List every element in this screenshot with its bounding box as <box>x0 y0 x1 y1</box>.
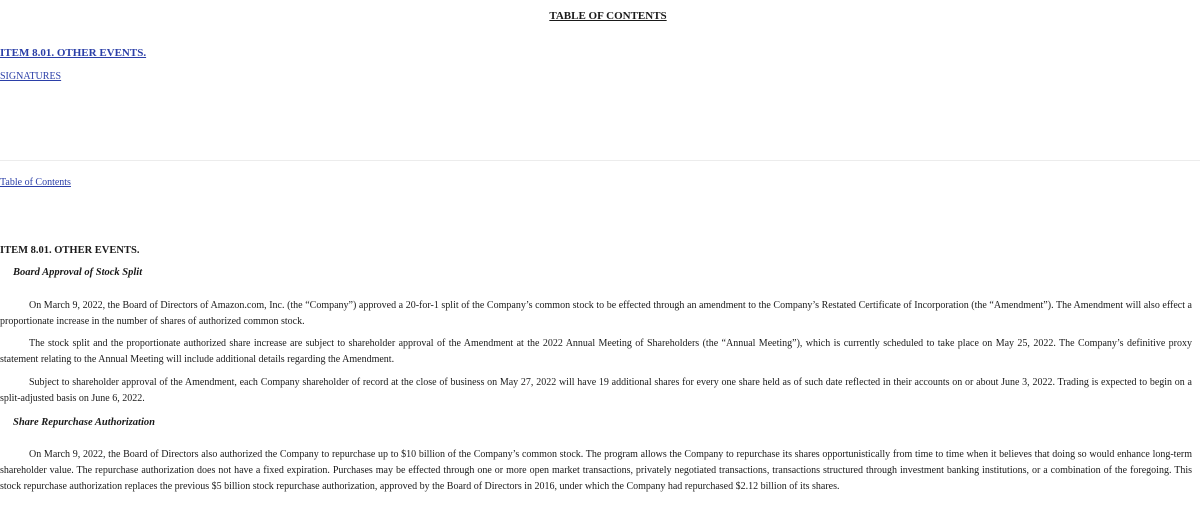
toc-title: TABLE OF CONTENTS <box>549 10 667 22</box>
paragraph-split-schedule: Subject to shareholder approval of the Amendment, each Company shareholder of record at the close of business on May 27, 2022 will have 19 additional shares for every one share held as of such date reflected in their accounts on or about June 3, 2022. Trading is expected to begin on a split-adjusted basis on June 6, 2022. <box>0 377 1192 404</box>
subsection-heading-stock-split: Board Approval of Stock Split <box>13 267 143 278</box>
paragraph-share-repurchase: On March 9, 2022, the Board of Directors also authorized the Company to repurchase up to $10 billion of the Company’s common stock. The program allows the Company to repurchase its shares opportunistically from time to time when it believes that doing so would enhance long-term shareholder value. The repurchase authorization does not have a fixed expiration. Purchases may be effected through one or more open market transactions, privately negotiated transactions, transactions structured through investment banking institutions, or a combination of the foregoing. This stock repurchase authorization replaces the previous $5 billion stock repurchase authorization, approved by the Board of Directors in 2016, under which the Company had repurchased $2.12 billion of its shares. <box>0 449 1192 492</box>
page-divider <box>0 160 1200 161</box>
toc-link-item-801[interactable]: ITEM 8.01. OTHER EVENTS. <box>0 47 147 59</box>
paragraph-stock-split-approval: On March 9, 2022, the Board of Directors of Amazon.com, Inc. (the “Company”) approved a 20-for-1 split of the Company’s common stock to be effected through an amendment to the Company’s Restated Certificate of Incorporation (the “Amendment”). The Amendment will also effect a proportionate increase in the number of shares of authorized common stock. <box>0 300 1192 327</box>
subsection-heading-share-repurchase: Share Repurchase Authorization <box>13 417 155 428</box>
section-heading: ITEM 8.01. OTHER EVENTS. <box>0 245 140 256</box>
toc-link-signatures[interactable]: SIGNATURES <box>0 71 62 82</box>
back-to-toc-link[interactable]: Table of Contents <box>0 177 71 188</box>
paragraph-shareholder-approval: The stock split and the proportionate authorized share increase are subject to shareholder approval of the Amendment at the 2022 Annual Meeting of Shareholders (the “Annual Meeting”), which is currently scheduled to take place on May 25, 2022. The Company’s definitive proxy statement relating to the Annual Meeting will include additional details regarding the Amendment. <box>0 338 1192 365</box>
